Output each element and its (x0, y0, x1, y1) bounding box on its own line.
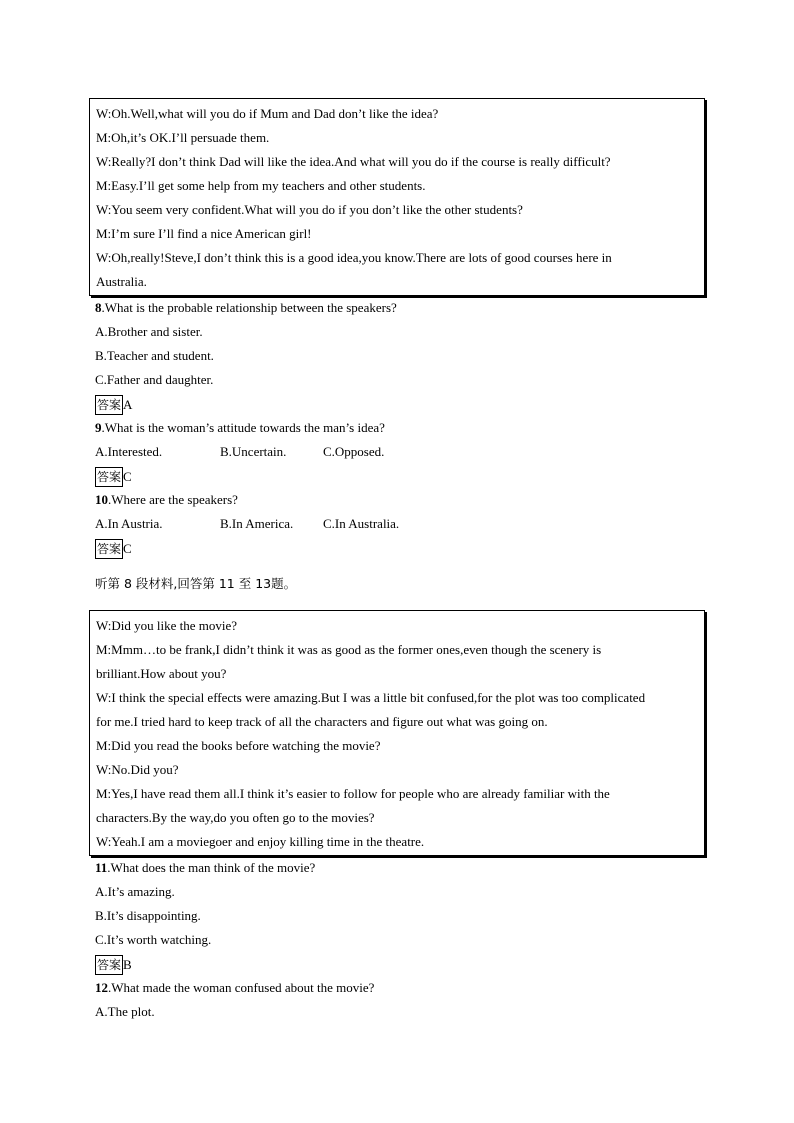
answer-label: 答案 (95, 395, 123, 415)
answer-8 (95, 393, 132, 415)
answer-label: 答案 (95, 539, 123, 559)
question-text: .What made the woman confused about the movie? (108, 980, 375, 995)
option-a: A.Interested. (95, 444, 163, 459)
dialogue-line: W:You seem very confident.What will you do if you don’t like the other students? (96, 202, 523, 217)
option-b: B.Teacher and student. (95, 348, 214, 363)
dialogue-line: W:I think the special effects were amazing.But I was a little bit confused,for the plot was too complicated (96, 690, 646, 705)
dialogue-line: Australia. (96, 274, 147, 289)
dialogue-line: W:Did you like the movie? (96, 618, 238, 633)
option-a: A.It’s amazing. (95, 884, 175, 899)
option-c: C.Opposed. (323, 444, 385, 459)
dialogue-line: M:Yes,I have read them all.I think it’s easier to follow for people who are already familiar with the (96, 786, 610, 801)
option-a: A.The plot. (95, 1004, 155, 1019)
answer-value: A (123, 397, 133, 413)
question-10 (95, 488, 238, 512)
question-text: .What does the man think of the movie? (107, 860, 316, 875)
dialogue-line: M:Oh,it’s OK.I’ll persuade them. (96, 130, 270, 145)
question-text: .Where are the speakers? (108, 492, 238, 507)
question-9 (95, 416, 385, 440)
question-number: 11 (95, 860, 108, 875)
answer-value: C (123, 469, 132, 485)
option-a: A.In Austria. (95, 516, 163, 531)
question-text: .What is the woman’s attitude towards the man’s idea? (101, 420, 385, 435)
dialogue-box-2 (89, 610, 705, 856)
dialogue-line: characters.By the way,do you often go to the movies? (96, 810, 375, 825)
dialogue-box-1 (89, 98, 705, 296)
dialogue-line: M:I’m sure I’ll find a nice American girl! (96, 226, 312, 241)
dialogue-line: M:Did you read the books before watching the movie? (96, 738, 381, 753)
dialogue-line: brilliant.How about you? (96, 666, 227, 681)
answer-11 (95, 953, 132, 975)
option-b: B.In America. (220, 516, 294, 531)
dialogue-line: W:Oh.Well,what will you do if Mum and Dad don’t like the idea? (96, 106, 439, 121)
question-number: 10 (95, 492, 108, 507)
option-c: C.Father and daughter. (95, 372, 214, 387)
dialogue-line: W:Really?I don’t think Dad will like the idea.And what will you do if the course is really difficult? (96, 154, 611, 169)
option-c: C.It’s worth watching. (95, 932, 212, 947)
answer-value: B (123, 957, 132, 973)
dialogue-line: W:No.Did you? (96, 762, 179, 777)
option-b: B.It’s disappointing. (95, 908, 201, 923)
question-8 (95, 296, 397, 320)
answer-value: C (123, 541, 132, 557)
question-11 (95, 856, 315, 880)
option-b: B.Uncertain. (220, 444, 287, 459)
answer-10 (95, 537, 132, 559)
dialogue-line: M:Mmm…to be frank,I didn’t think it was as good as the former ones,even though the scenery is (96, 642, 602, 657)
answer-9 (95, 465, 132, 487)
option-c: C.In Australia. (323, 516, 400, 531)
question-number: 8 (95, 300, 102, 315)
answer-label: 答案 (95, 955, 123, 975)
dialogue-line: M:Easy.I’ll get some help from my teachers and other students. (96, 178, 426, 193)
dialogue-line: W:Yeah.I am a moviegoer and enjoy killing time in the theatre. (96, 834, 425, 849)
question-text: .What is the probable relationship between the speakers? (101, 300, 397, 315)
dialogue-line: W:Oh,really!Steve,I don’t think this is a good idea,you know.There are lots of good courses here in (96, 250, 612, 265)
question-number: 9 (95, 420, 102, 435)
option-a: A.Brother and sister. (95, 324, 203, 339)
answer-label: 答案 (95, 467, 123, 487)
section-heading: 听第 8 段材料,回答第 11 至 13题。 (95, 576, 297, 591)
dialogue-line: for me.I tried hard to keep track of all the characters and figure out what was going on. (96, 714, 548, 729)
question-number: 12 (95, 980, 108, 995)
question-12 (95, 976, 374, 1000)
